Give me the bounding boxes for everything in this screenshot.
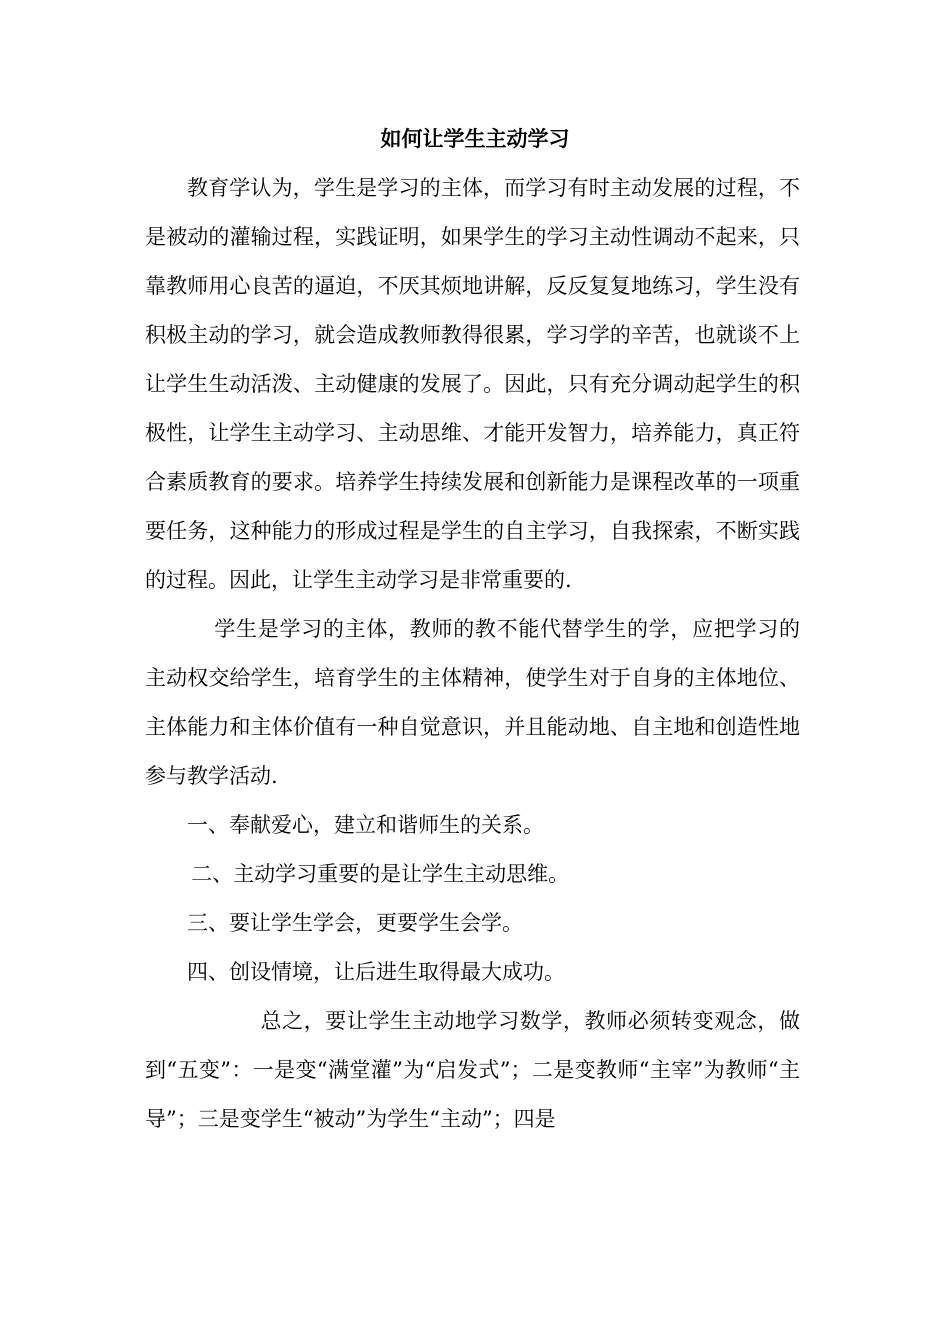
paragraph-intro: 教育学认为，学生是学习的主体，而学习有时主动发展的过程，不是被动的灌输过程，实践证明，如果学生的学习主动性调动不起来，只靠教师用心良苦的逼迫，不厌其烦地讲解，反反复复地练习，学生没有积极主动的学习，就会造成教师教得很累，学习学的辛苦，也就谈不上让学生生动活泼、主动健康的发展了。因此，只有充分调动起学生的积极性，让学生主动学习、主动思维、才能开发智力，培养能力，真正符合素质教育的要求。培养学生持续发展和创新能力是课程改革的一项重要任务，这种能力的形成过程是学生的自主学习，自我探索，不断实践的过程。因此，让学生主动学习是非常重要的. bbox=[145, 176, 800, 592]
document-body bbox=[145, 164, 800, 1144]
document-title: 如何让学生主动学习 bbox=[380, 127, 570, 151]
paragraph-summary: 总之，要让学生主动地学习数学，教师必须转变观念，做到“五变”：一是变“满堂灌”为“启发式”；二是变教师“主宰”为教师“主导”；三是变学生“被动”为学生“主动”；四是 bbox=[145, 1009, 800, 1131]
list-item-4: 四、创设情境，让后进生取得最大成功。 bbox=[187, 960, 565, 984]
list-item-1: 一、奉献爱心，建立和谐师生的关系。 bbox=[187, 813, 544, 837]
list-item-2: 二、主动学习重要的是让学生主动思维。 bbox=[191, 862, 570, 886]
list-item-3: 三、要让学生学会，更要学生会学。 bbox=[187, 911, 523, 935]
paragraph-student-subject: 学生是学习的主体，教师的教不能代替学生的学，应把学习的主动权交给学生，培育学生的主体精神，使学生对于自身的主体地位、主体能力和主体价值有一种自觉意识，并且能动地、自主地和创造性地参与教学活动. bbox=[145, 617, 800, 788]
